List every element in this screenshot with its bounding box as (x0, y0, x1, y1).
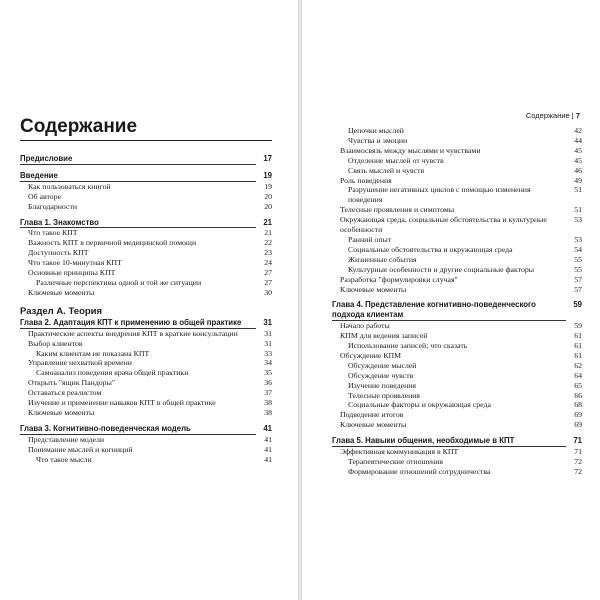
toc-entry-title: Ключевые моменты (340, 284, 407, 294)
toc-entry (20, 368, 272, 378)
toc-entry-page: 19 (263, 170, 272, 180)
toc-entry-title: Благодарности (28, 201, 78, 211)
toc-left (20, 154, 272, 464)
toc-entry-page: 45 (574, 145, 582, 155)
toc-entry-title: Ранний опыт (348, 234, 392, 244)
toc-entry-title: Что такое КПТ (28, 228, 78, 238)
toc-entry-title: Разработка "формулировки случая" (340, 274, 458, 284)
toc-entry (332, 215, 582, 235)
toc-entry-title: Представление модели (28, 434, 105, 444)
toc-entry-page: 57 (574, 284, 582, 294)
toc-entry-page: 71 (573, 436, 582, 446)
toc-entry-page: 49 (574, 175, 582, 185)
toc-entry (20, 349, 272, 359)
toc-entry-title: Обсуждение чувств (348, 370, 414, 380)
toc-entry-title: Выбор клиентов (28, 338, 83, 348)
toc-entry (20, 268, 272, 278)
toc-entry-title: Обсуждение мыслей (348, 360, 417, 370)
toc-entry-page: 61 (574, 341, 582, 351)
toc-entry (332, 381, 582, 391)
toc-entry-page: 31 (264, 328, 272, 338)
toc-entry-title: Отделение мыслей от чувств (348, 155, 444, 165)
toc-entry-title: Доступность КПТ (28, 248, 89, 258)
toc-entry-title: Изучение поведения (348, 380, 417, 390)
toc-entry-page: 66 (574, 390, 582, 400)
toc-entry (332, 321, 582, 331)
toc-entry-page: 72 (574, 457, 582, 466)
toc-entry-title: Изучение и применение навыков КПТ в общей практике (28, 398, 216, 408)
toc-entry-title: Что такое 10-минутная КПТ (28, 258, 122, 268)
toc-entry (20, 238, 272, 248)
toc-entry-title: Глава 3. Когнитивно-поведенческая модель (20, 424, 256, 435)
toc-entry (332, 156, 582, 166)
toc-entry-page: 30 (264, 287, 272, 297)
toc-entry (332, 146, 582, 156)
toc-entry-title: Ключевые моменты (28, 287, 95, 297)
toc-entry (20, 435, 272, 445)
toc-entry (332, 341, 582, 351)
toc-entry-page: 36 (264, 378, 272, 388)
toc-entry-page: 61 (574, 331, 582, 341)
toc-entry (332, 361, 582, 371)
toc-entry-page: 41 (264, 454, 272, 464)
toc-entry (332, 275, 582, 285)
toc-entry (332, 447, 582, 457)
toc-entry-title: Различные перспективы одной и той же ситуации (36, 277, 202, 287)
toc-entry-page: 38 (264, 407, 272, 417)
toc-entry-title: Понимание мыслей и когниций (28, 444, 133, 454)
toc-entry (332, 351, 582, 361)
toc-entry-page: 46 (574, 165, 582, 175)
toc-entry-title: Социальные факторы и окружающая среда (348, 400, 491, 410)
toc-chapter (20, 171, 272, 182)
toc-entry (332, 410, 582, 420)
toc-entry-page: 37 (264, 388, 272, 398)
toc-entry-title: Чувства и эмоции (348, 135, 408, 145)
toc-entry (332, 126, 582, 136)
toc-entry-title: Об авторе (28, 191, 62, 201)
toc-entry-page: 27 (264, 277, 272, 287)
toc-entry-title: КПМ для ведения записей (340, 331, 428, 341)
toc-entry-page: 24 (264, 258, 272, 268)
toc-entry-title: Каким клиентам не показана КПТ (36, 348, 150, 358)
toc-entry (332, 185, 582, 205)
toc-entry-title: Глава 2. Адаптация КПТ к применению в общей практике (20, 318, 256, 329)
toc-chapter (20, 318, 272, 329)
toc-entry-title: Использование записей; что сказать (348, 341, 468, 351)
toc-entry-page: 22 (264, 238, 272, 248)
toc-entry (20, 182, 272, 192)
toc-entry-title: Разрушение негативных циклов с помощью изменения поведения (348, 185, 531, 205)
toc-entry-title: Открыть "ящик Пандоры" (28, 378, 116, 388)
toc-entry-title: Управление нехваткой времени (28, 358, 132, 368)
toc-entry (20, 408, 272, 418)
toc-entry-page: 54 (574, 244, 582, 254)
toc-entry-page: 51 (574, 185, 582, 195)
toc-entry-title: Что такое мысли (36, 454, 92, 464)
toc-entry-page: 27 (264, 268, 272, 278)
toc-entry-page: 41 (264, 444, 272, 454)
toc-entry-page: 55 (574, 254, 582, 264)
page-number: 7 (575, 111, 580, 120)
toc-entry-title: Оставаться реалистом (28, 388, 102, 398)
toc-entry-title: Важность КПТ в первичной медицинской помощи (28, 238, 197, 248)
toc-entry-page: 57 (574, 274, 582, 284)
toc-entry (332, 235, 582, 245)
toc-entry-title: Глава 1. Знакомство (20, 218, 256, 229)
toc-entry-title: Жизненные события (348, 254, 417, 264)
running-head-title: Содержание (525, 111, 570, 120)
toc-chapter (20, 218, 272, 229)
toc-entry (332, 245, 582, 255)
toc-entry (332, 400, 582, 410)
toc-entry-title: Как пользоваться книгой (28, 181, 111, 191)
toc-entry (20, 445, 272, 455)
toc-entry-page: 55 (574, 264, 582, 274)
toc-chapter (332, 436, 582, 447)
toc-entry-page: 21 (263, 217, 272, 227)
toc-entry (20, 358, 272, 368)
toc-entry-page: 64 (574, 370, 582, 380)
toc-entry-page: 72 (574, 466, 582, 476)
toc-right (332, 126, 582, 477)
toc-entry-page: 69 (574, 410, 582, 420)
toc-entry-page: 44 (574, 135, 582, 145)
toc-entry-page: 21 (264, 228, 272, 238)
toc-entry (332, 420, 582, 430)
toc-entry-title: Ключевые моменты (28, 407, 95, 417)
toc-entry-title: Глава 5. Навыки общения, необходимые в КПТ (332, 436, 566, 447)
toc-entry (332, 467, 582, 477)
toc-entry-page: 53 (574, 234, 582, 244)
toc-entry-title: Ключевые моменты (340, 420, 407, 430)
toc-entry-title: Культурные особенности и другие социальные факторы (348, 264, 535, 274)
toc-entry-title: Самоанализ поведения врача общей практики (36, 368, 189, 378)
toc-entry-page: 65 (574, 380, 582, 390)
toc-entry-page: 20 (264, 191, 272, 201)
toc-entry (20, 329, 272, 339)
right-page (302, 0, 600, 600)
toc-entry-page: 53 (574, 215, 582, 225)
toc-entry (20, 398, 272, 408)
toc-entry (20, 339, 272, 349)
toc-entry-page: 51 (574, 205, 582, 215)
toc-entry-page: 31 (264, 338, 272, 348)
toc-entry (20, 288, 272, 298)
toc-section (20, 306, 272, 318)
toc-entry-page: 69 (574, 420, 582, 430)
toc-chapter (20, 154, 272, 165)
toc-entry-title: Социальные обстоятельства и окружающая среда (348, 244, 513, 254)
toc-entry-title: Начало работы (340, 321, 390, 331)
toc-entry-title: Глава 4. Представление когнитивно-поведенческого подхода клиентам (332, 300, 566, 321)
toc-entry (20, 278, 272, 288)
toc-entry-title: Эффективная коммуникация в КПТ (340, 447, 459, 457)
toc-entry-title: Предисловие (20, 154, 256, 165)
toc-entry (20, 228, 272, 238)
toc-entry-page: 45 (574, 155, 582, 165)
toc-entry-page: 19 (264, 181, 272, 191)
toc-entry-title: Окружающая среда, социальные обстоятельства и культурные особенности (340, 215, 547, 235)
toc-entry (20, 258, 272, 268)
toc-entry-page: 42 (574, 126, 582, 135)
toc-entry-title: Обсуждение КПМ (340, 350, 402, 360)
toc-entry-title: Раздел А. Теория (20, 305, 103, 317)
toc-entry (332, 136, 582, 146)
toc-entry (332, 457, 582, 467)
toc-entry-page: 59 (573, 300, 582, 310)
toc-entry-page: 31 (263, 317, 272, 327)
toc-entry-page: 68 (574, 400, 582, 410)
toc-entry (332, 265, 582, 275)
toc-entry-title: Практические аспекты внедрения КПТ в краткие консультации (28, 328, 238, 338)
toc-entry (20, 248, 272, 258)
toc-entry-page: 35 (264, 368, 272, 378)
toc-entry (332, 371, 582, 381)
toc-entry (332, 176, 582, 186)
toc-entry (20, 202, 272, 212)
toc-entry (20, 192, 272, 202)
running-head: Содержание | 7 (525, 111, 580, 120)
toc-entry-page: 23 (264, 248, 272, 258)
toc-entry-page: 33 (264, 348, 272, 358)
toc-entry-title: Введение (20, 171, 256, 182)
toc-entry-title: Взаимосвязь между мыслями и чувствами (340, 145, 481, 155)
toc-entry-title: Подведение итогов (340, 410, 404, 420)
toc-entry-title: Цепочки мыслей (348, 126, 404, 135)
toc-entry-title: Телесные проявления и симптомы (340, 205, 455, 215)
toc-entry (332, 331, 582, 341)
toc-entry-title: Телесные проявления (348, 390, 421, 400)
toc-entry (332, 391, 582, 401)
toc-entry-page: 20 (264, 201, 272, 211)
toc-entry-title: Формирование отношений сотрудничества (348, 466, 491, 476)
toc-entry-page: 34 (264, 358, 272, 368)
page-title: Содержание (20, 116, 138, 137)
toc-chapter (332, 300, 582, 321)
toc-entry (20, 388, 272, 398)
toc-entry-page: 62 (574, 360, 582, 370)
toc-entry-page: 38 (264, 398, 272, 408)
toc-entry-page: 17 (263, 154, 272, 163)
toc-entry (332, 166, 582, 176)
toc-entry-page: 71 (574, 447, 582, 457)
toc-entry-page: 59 (574, 321, 582, 331)
toc-entry-page: 61 (574, 350, 582, 360)
toc-entry-title: Основные принципы КПТ (28, 268, 116, 278)
toc-entry-title: Связь мыслей и чувств (348, 165, 425, 175)
toc-entry (20, 455, 272, 465)
toc-entry-page: 41 (264, 434, 272, 444)
toc-entry-page: 41 (263, 423, 272, 433)
toc-chapter (20, 424, 272, 435)
toc-entry-title: Терапевтические отношения (348, 457, 443, 466)
toc-entry (332, 285, 582, 295)
toc-entry (332, 205, 582, 215)
title-rule (20, 140, 272, 141)
toc-entry (20, 378, 272, 388)
toc-entry (332, 255, 582, 265)
toc-entry-title: Роль поведения (340, 175, 392, 185)
